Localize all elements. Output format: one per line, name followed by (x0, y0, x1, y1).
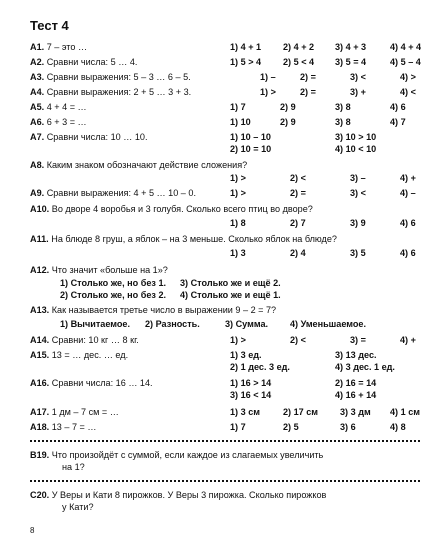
question-text: 13 = … дес. … ед. (51, 350, 129, 360)
answer-option: 1) 3 ед. (230, 350, 262, 360)
answer-option: 1) 4 + 1 (230, 42, 262, 52)
answer-option: 4) > (400, 72, 416, 82)
answer-option: 3) 16 < 14 (230, 390, 272, 400)
answer-option: 2) Разность. (145, 319, 200, 329)
question-a3 (30, 72, 420, 83)
answer-option: 4) – (400, 188, 416, 198)
answer-option: 1) 7 (230, 102, 246, 112)
answer-option: 3) 9 (350, 218, 366, 228)
question-a7 (30, 132, 420, 143)
question-number: А2. (30, 57, 45, 67)
answer-option: 2) 5 (283, 422, 299, 432)
question-text: 7 – это … (46, 42, 88, 52)
question-text: Во дворе 4 воробья и 3 голубя. Сколько всего птиц во дворе? (51, 204, 313, 214)
answer-option: 2) 7 (290, 218, 306, 228)
question-a8 (30, 160, 420, 171)
answer-option: 3) 8 (335, 102, 351, 112)
answer-option: 1) 5 > 4 (230, 57, 262, 67)
answer-option: 3) 5 = 4 (335, 57, 367, 67)
answer-option: 3) 10 > 10 (335, 132, 377, 142)
question-text: Сравни числа: 10 … 10. (46, 132, 148, 142)
answer-option: 2) = (300, 87, 316, 97)
dotted-divider (30, 480, 420, 482)
question-text: 4 + 4 = … (46, 102, 87, 112)
question-a1 (30, 42, 420, 53)
question-number: А17. (30, 407, 50, 417)
answer-option: 4) Столько же и ещё 1. (180, 290, 281, 300)
question-text: Сравни: 10 кг … 8 кг. (51, 335, 139, 345)
question-text: На блюде 8 груш, а яблок – на 3 меньше. Сколько яблок на блюде? (51, 234, 337, 244)
answer-option: 2) 10 = 10 (230, 144, 272, 154)
question-text: 13 – 7 = … (51, 422, 97, 432)
answer-option: 2) 4 + 2 (283, 42, 315, 52)
question-text: Как называется третье число в выражении 9 – 2 = 7? (51, 305, 277, 315)
question-number: А4. (30, 87, 45, 97)
question-a18 (30, 422, 420, 433)
answer-option: 1) 3 см (230, 407, 260, 417)
answer-option: 4) 4 + 4 (390, 42, 422, 52)
dotted-divider (30, 440, 420, 442)
answer-option: 3) < (350, 72, 366, 82)
question-text: Сравни выражения: 4 + 5 … 10 – 0. (46, 188, 196, 198)
question-a14 (30, 335, 420, 346)
answer-option: 2) 4 (290, 248, 306, 258)
answer-option: 3) < (350, 188, 366, 198)
answer-option: 4) 7 (390, 117, 406, 127)
question-a2 (30, 57, 420, 68)
question-number: А14. (30, 335, 50, 345)
answer-option: 2) < (290, 173, 306, 183)
answer-option: 4) 5 – 4 (390, 57, 421, 67)
question-text: Сравни числа: 5 … 4. (46, 57, 138, 67)
answer-option: 1) 8 (230, 218, 246, 228)
question-text: на 1? (62, 462, 85, 472)
question-text: Сравни выражения: 5 – 3 … 6 – 5. (46, 72, 191, 82)
answer-option: 1) 10 (230, 117, 251, 127)
answer-option: 2) 9 (280, 102, 296, 112)
answer-option: 1) > (230, 173, 246, 183)
question-number: А5. (30, 102, 45, 112)
answer-option: 3) 5 (350, 248, 366, 258)
question-number: А10. (30, 204, 50, 214)
answer-option: 1) > (230, 188, 246, 198)
question-number: А3. (30, 72, 45, 82)
question-number: А7. (30, 132, 45, 142)
answer-option: 3) 6 (340, 422, 356, 432)
question-text: Сравни числа: 16 … 14. (51, 378, 153, 388)
answer-option: 2) 9 (280, 117, 296, 127)
question-number: А12. (30, 265, 50, 275)
answer-option: 1) Вычитаемое. (60, 319, 131, 329)
answer-option: 3) 3 дм (340, 407, 371, 417)
test-title: Тест 4 (30, 18, 69, 33)
question-c20 (30, 490, 420, 501)
question-a13 (30, 305, 420, 316)
answer-option: 3) – (350, 173, 366, 183)
question-number: А6. (30, 117, 45, 127)
answer-option: 4) 6 (400, 248, 416, 258)
answer-option: 2) 5 < 4 (283, 57, 315, 67)
question-a15 (30, 350, 420, 361)
question-text: 1 дм – 7 см = … (51, 407, 119, 417)
answer-option: 2) Столько же, но без 2. (60, 290, 167, 300)
question-number: В19. (30, 450, 50, 460)
answer-option: 4) < (400, 87, 416, 97)
question-number: А8. (30, 160, 45, 170)
question-text: Каким знаком обозначают действие сложения? (46, 160, 248, 170)
answer-option: 2) = (290, 188, 306, 198)
question-text: 6 + 3 = … (46, 117, 87, 127)
question-number: А13. (30, 305, 50, 315)
answer-option: 3) Столько же и ещё 2. (180, 278, 281, 288)
answer-option: 1) 7 (230, 422, 246, 432)
answer-option: 4) + (400, 335, 416, 345)
page-number: 8 (30, 526, 35, 535)
question-a4 (30, 87, 420, 98)
answer-option: 4) 16 + 14 (335, 390, 377, 400)
question-text: Что произойдёт с суммой, если каждое из слагаемых увеличить (51, 450, 324, 460)
question-number: А18. (30, 422, 50, 432)
answer-option: 4) 3 дес. 1 ед. (335, 362, 395, 372)
answer-option: 2) 17 см (283, 407, 319, 417)
answer-option: 2) 16 = 14 (335, 378, 377, 388)
answer-option: 3) + (350, 87, 366, 97)
answer-option: 1) 3 (230, 248, 246, 258)
question-b19 (30, 450, 420, 461)
answer-option: 3) 4 + 3 (335, 42, 367, 52)
question-a5 (30, 102, 420, 113)
answer-option: 1) 10 – 10 (230, 132, 271, 142)
question-number: С20. (30, 490, 50, 500)
answer-option: 4) Уменьшаемое. (290, 319, 367, 329)
answer-option: 3) Сумма. (225, 319, 269, 329)
question-text: У Веры и Кати 8 пирожков. У Веры 3 пирожка. Сколько пирожков (51, 490, 327, 500)
answer-option: 4) 6 (390, 102, 406, 112)
answer-option: 4) 10 < 10 (335, 144, 377, 154)
question-number: А15. (30, 350, 50, 360)
question-a16 (30, 378, 420, 389)
answer-option: 1) > (230, 335, 246, 345)
answer-option: 1) Столько же, но без 1. (60, 278, 167, 288)
answer-option: 1) > (260, 87, 276, 97)
question-number: А16. (30, 378, 50, 388)
question-a10 (30, 204, 420, 215)
answer-option: 1) 16 > 14 (230, 378, 272, 388)
question-number: А1. (30, 42, 45, 52)
question-a11 (30, 234, 420, 245)
question-number: А9. (30, 188, 45, 198)
question-text: у Кати? (62, 502, 94, 512)
answer-option: 2) < (290, 335, 306, 345)
question-a6 (30, 117, 420, 128)
answer-option: 4) 6 (400, 218, 416, 228)
answer-option: 1) – (260, 72, 276, 82)
answer-option: 4) + (400, 173, 416, 183)
answer-option: 3) 8 (335, 117, 351, 127)
answer-option: 2) = (300, 72, 316, 82)
answer-option: 2) 1 дес. 3 ед. (230, 362, 290, 372)
answer-option: 3) = (350, 335, 366, 345)
answer-option: 3) 13 дес. (335, 350, 377, 360)
question-a17 (30, 407, 420, 418)
question-a12 (30, 265, 420, 276)
question-text: Сравни выражения: 2 + 5 … 3 + 3. (46, 87, 192, 97)
answer-option: 4) 8 (390, 422, 406, 432)
answer-option: 4) 1 см (390, 407, 420, 417)
question-text: Что значит «больше на 1»? (51, 265, 168, 275)
question-number: А11. (30, 234, 49, 244)
question-a9 (30, 188, 420, 199)
